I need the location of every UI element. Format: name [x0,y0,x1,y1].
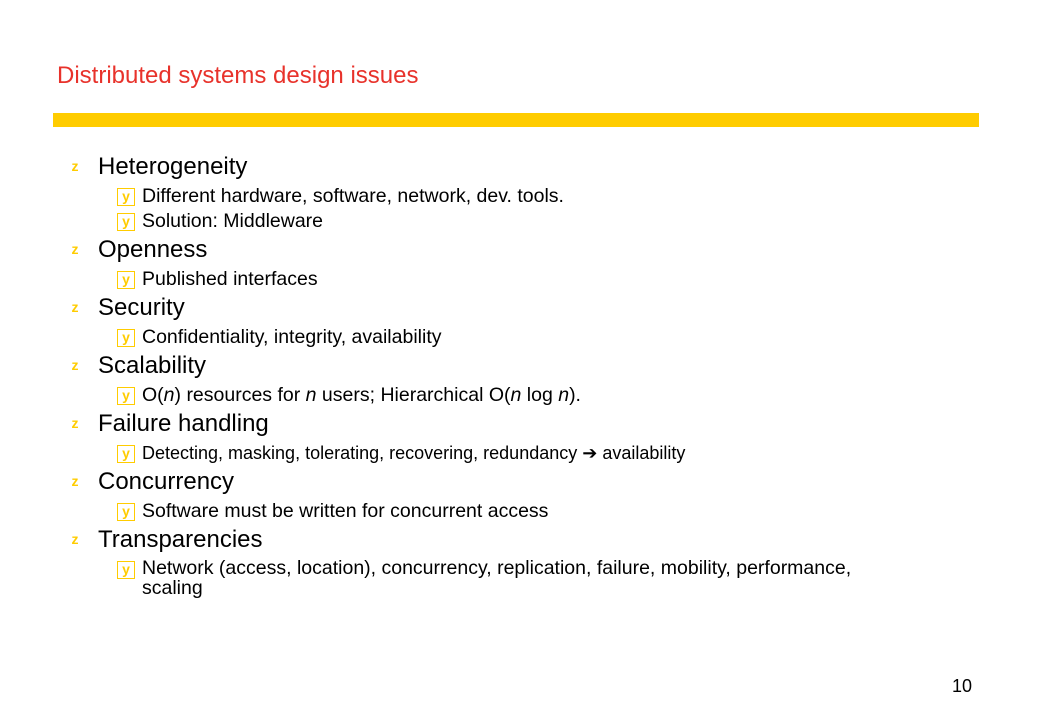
issue-point-text: Confidentiality, integrity, availability [142,326,442,348]
level1-bullet-icon: z [71,531,79,547]
issue-point [60,384,990,406]
issue-heading: Heterogeneity [98,153,248,180]
issue-point-text: Different hardware, software, network, dev. tools. [142,185,564,207]
level2-bullet-icon: y [117,271,135,289]
issue-point [60,500,990,522]
issue-point-text: Network (access, location), concurrency, replication, failure, mobility, performance, scaling [142,557,852,599]
issue-security [60,293,990,323]
issue-failure-handling [60,409,990,439]
level2-bullet-icon: y [117,561,135,579]
page-number: 10 [952,676,973,696]
issue-heading: Openness [98,236,208,263]
level2-bullet-icon: y [117,188,135,206]
issue-point [60,210,990,232]
issue-point-text: Detecting, masking, tolerating, recovering, redundancy ➔ availability [142,443,686,463]
issue-point-text: Published interfaces [142,268,318,290]
level2-bullet-icon: y [117,503,135,521]
level1-bullet-icon: z [71,241,79,257]
issue-transparencies [60,525,990,555]
level2-bullet-icon: y [117,387,135,405]
issue-heading: Concurrency [98,468,235,495]
level2-bullet-icon: y [117,445,135,463]
issue-heterogeneity [60,152,990,182]
issue-concurrency [60,467,990,497]
issue-openness [60,235,990,265]
title-rule [53,113,979,127]
level1-bullet-icon: z [71,158,79,174]
issue-point [60,185,990,207]
level2-bullet-icon: y [117,329,135,347]
issue-heading: Failure handling [98,410,269,437]
issue-list [60,152,990,601]
issue-point [60,268,990,290]
slide-title: Distributed systems design issues [57,62,419,89]
issue-point [60,442,990,464]
issue-point [60,326,990,348]
issue-heading: Scalability [98,352,207,379]
level1-bullet-icon: z [71,357,79,373]
level1-bullet-icon: z [71,415,79,431]
level1-bullet-icon: z [71,299,79,315]
issue-point-text: O(n) resources for n users; Hierarchical O(n log n). [142,384,581,406]
level1-bullet-icon: z [71,473,79,489]
issue-heading: Security [98,294,185,321]
issue-heading: Transparencies [98,526,263,553]
level2-bullet-icon: y [117,213,135,231]
issue-point-text: Software must be written for concurrent access [142,500,549,522]
issue-point [60,558,902,598]
issue-scalability [60,351,990,381]
issue-point-text: Solution: Middleware [142,210,324,232]
